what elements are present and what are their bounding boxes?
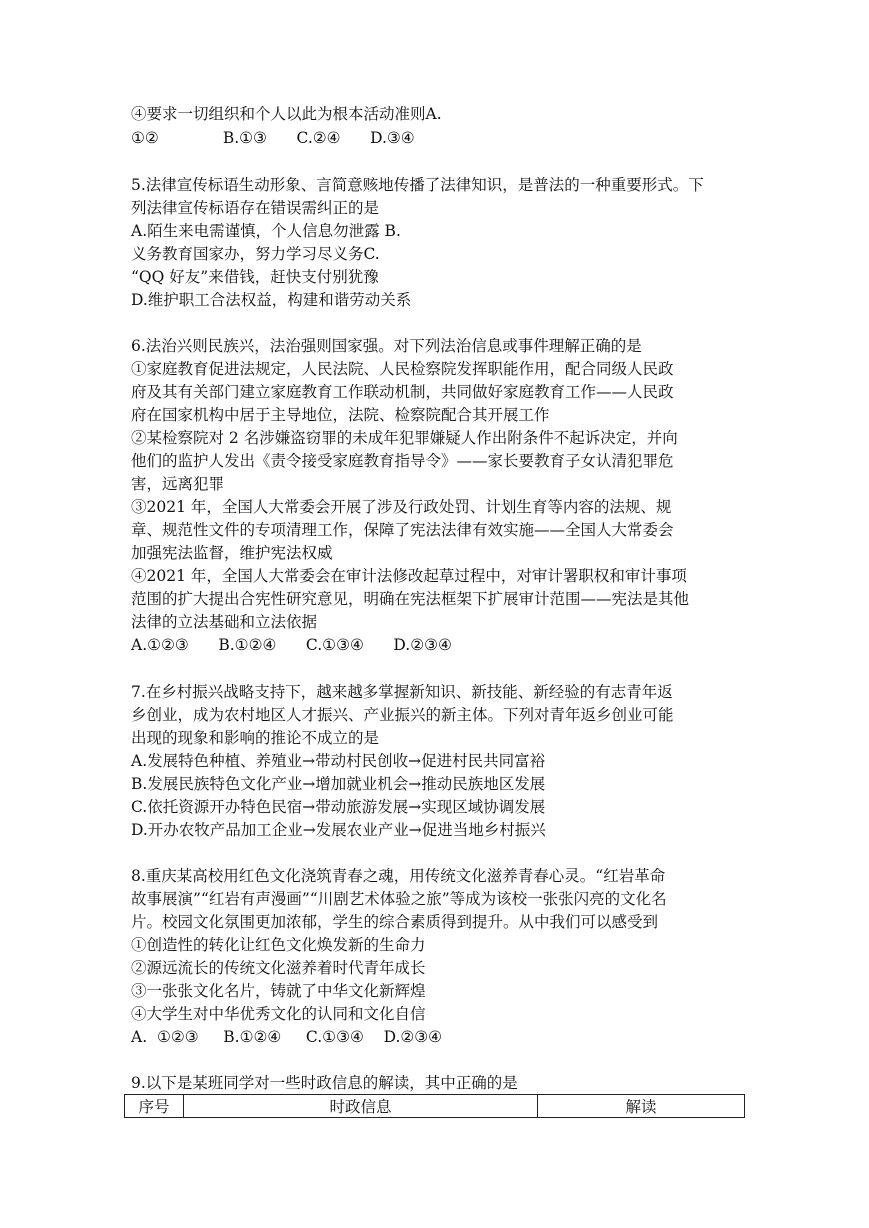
q8-stem: 故事展演”“红岩有声漫画”“川剧艺术体验之旅”等成为该校一张张闪亮的文化名 [131, 890, 667, 908]
q9-table [124, 1094, 745, 1118]
q6-line: 加强宪法监督，维护宪法权威 [131, 544, 333, 562]
q5-option-line-2: 义务教育国家办，努力学习尽义务C. [131, 245, 380, 263]
q6-line: 法律的立法基础和立法依据 [131, 613, 318, 631]
q8-stem: 片。校园文化氛围更加浓郁，学生的综合素质得到提升。从中我们可以感受到 [131, 913, 659, 931]
q6-line: 府及其有关部门建立家庭教育工作联动机制，共同做好家庭教育工作——人民政 [131, 383, 674, 401]
q7-option-c: C.依托资源开办特色民宿→带动旅游发展→实现区域协调发展 [131, 798, 546, 816]
q7-stem: 7.在乡村振兴战略支持下，越来越多掌握新知识、新技能、新经验的有志青年返 [131, 683, 673, 701]
q8-statement-4: ④大学生对中华优秀文化的认同和文化自信 [131, 1005, 426, 1023]
q9-stem: 9.以下是某班同学对一些时政信息的解读，其中正确的是 [131, 1074, 518, 1092]
q4-statement-4: ④要求一切组织和个人以此为根本活动准则A. [131, 105, 442, 123]
q5-stem-line-2: 列法律宣传标语存在错误需纠正的是 [131, 199, 380, 217]
q7-option-b: B.发展民族特色文化产业→增加就业机会→推动民族地区发展 [131, 775, 546, 793]
q6-line: 害，远离犯罪 [131, 475, 225, 493]
q5-option-line-3: “QQ 好友”来借钱，赶快支付别犹豫 [131, 268, 379, 286]
q7-stem: 出现的现象和影响的推论不成立的是 [131, 729, 380, 747]
q6-line: 他们的监护人发出《责令接受家庭教育指导令》——家长要教育子女认清犯罪危 [131, 452, 674, 470]
q8-stem: 8.重庆某高校用红色文化浇筑青春之魂，用传统文化滋养青春心灵。“红岩革命 [131, 867, 666, 885]
q5-option-line-4: D.维护职工合法权益，构建和谐劳动关系 [131, 291, 412, 309]
q8-statement-2: ②源远流长的传统文化滋养着时代青年成长 [131, 959, 426, 977]
table-header-row [125, 1095, 745, 1118]
q6-line: ④2021 年，全国人大常委会在审计法修改起草过程中，对审计署职权和审计事项 [131, 567, 687, 585]
q6-line: 府在国家机构中居于主导地位，法院、检察院配合其开展工作 [131, 406, 550, 424]
table-header-index: 序号 [125, 1095, 184, 1118]
q6-line: 范围的扩大提出合宪性研究意见，明确在宪法框架下扩展审计范围——宪法是其他 [131, 590, 690, 608]
q5-stem-line-1: 5.法律宣传标语生动形象、言简意赅地传播了法律知识，是普法的一种重要形式。下 [131, 176, 704, 194]
q8-statement-1: ①创造性的转化让红色文化焕发新的生命力 [131, 936, 426, 954]
q4-options: ①② B.①③ C.②④ D.③④ [131, 129, 415, 147]
q7-option-d: D.开办农牧产品加工企业→发展农业产业→促进当地乡村振兴 [131, 821, 546, 839]
q6-line: ③2021 年，全国人大常委会开展了涉及行政处罚、计划生育等内容的法规、规 [131, 498, 672, 516]
q7-option-a: A.发展特色种植、养殖业→带动村民创收→促进村民共同富裕 [131, 752, 546, 770]
q6-line: 章、规范性文件的专项清理工作，保障了宪法法律有效实施——全国人大常委会 [131, 521, 674, 539]
q7-stem: 乡创业，成为农村地区人才振兴、产业振兴的新主体。下列对青年返乡创业可能 [131, 706, 674, 724]
q8-options: A. ①②③ B.①②④ C.①③④ D.②③④ [131, 1028, 443, 1046]
q6-line: ①家庭教育促进法规定，人民法院、人民检察院发挥职能作用，配合同级人民政 [131, 360, 674, 378]
q6-options: A.①②③ B.①②④ C.①③④ D.②③④ [131, 636, 452, 654]
table-header-info: 时政信息 [184, 1095, 538, 1118]
q6-stem: 6.法治兴则民族兴，法治强则国家强。对下列法治信息或事件理解正确的是 [131, 337, 642, 355]
q8-statement-3: ③一张张文化名片，铸就了中华文化新辉煌 [131, 982, 426, 1000]
q5-option-line-1: A.陌生来电需谨慎，个人信息勿泄露 B. [131, 222, 401, 240]
q6-line: ②某检察院对 2 名涉嫌盗窃罪的未成年犯罪嫌疑人作出附条件不起诉决定，并向 [131, 429, 678, 447]
table-header-interpretation: 解读 [538, 1095, 745, 1118]
